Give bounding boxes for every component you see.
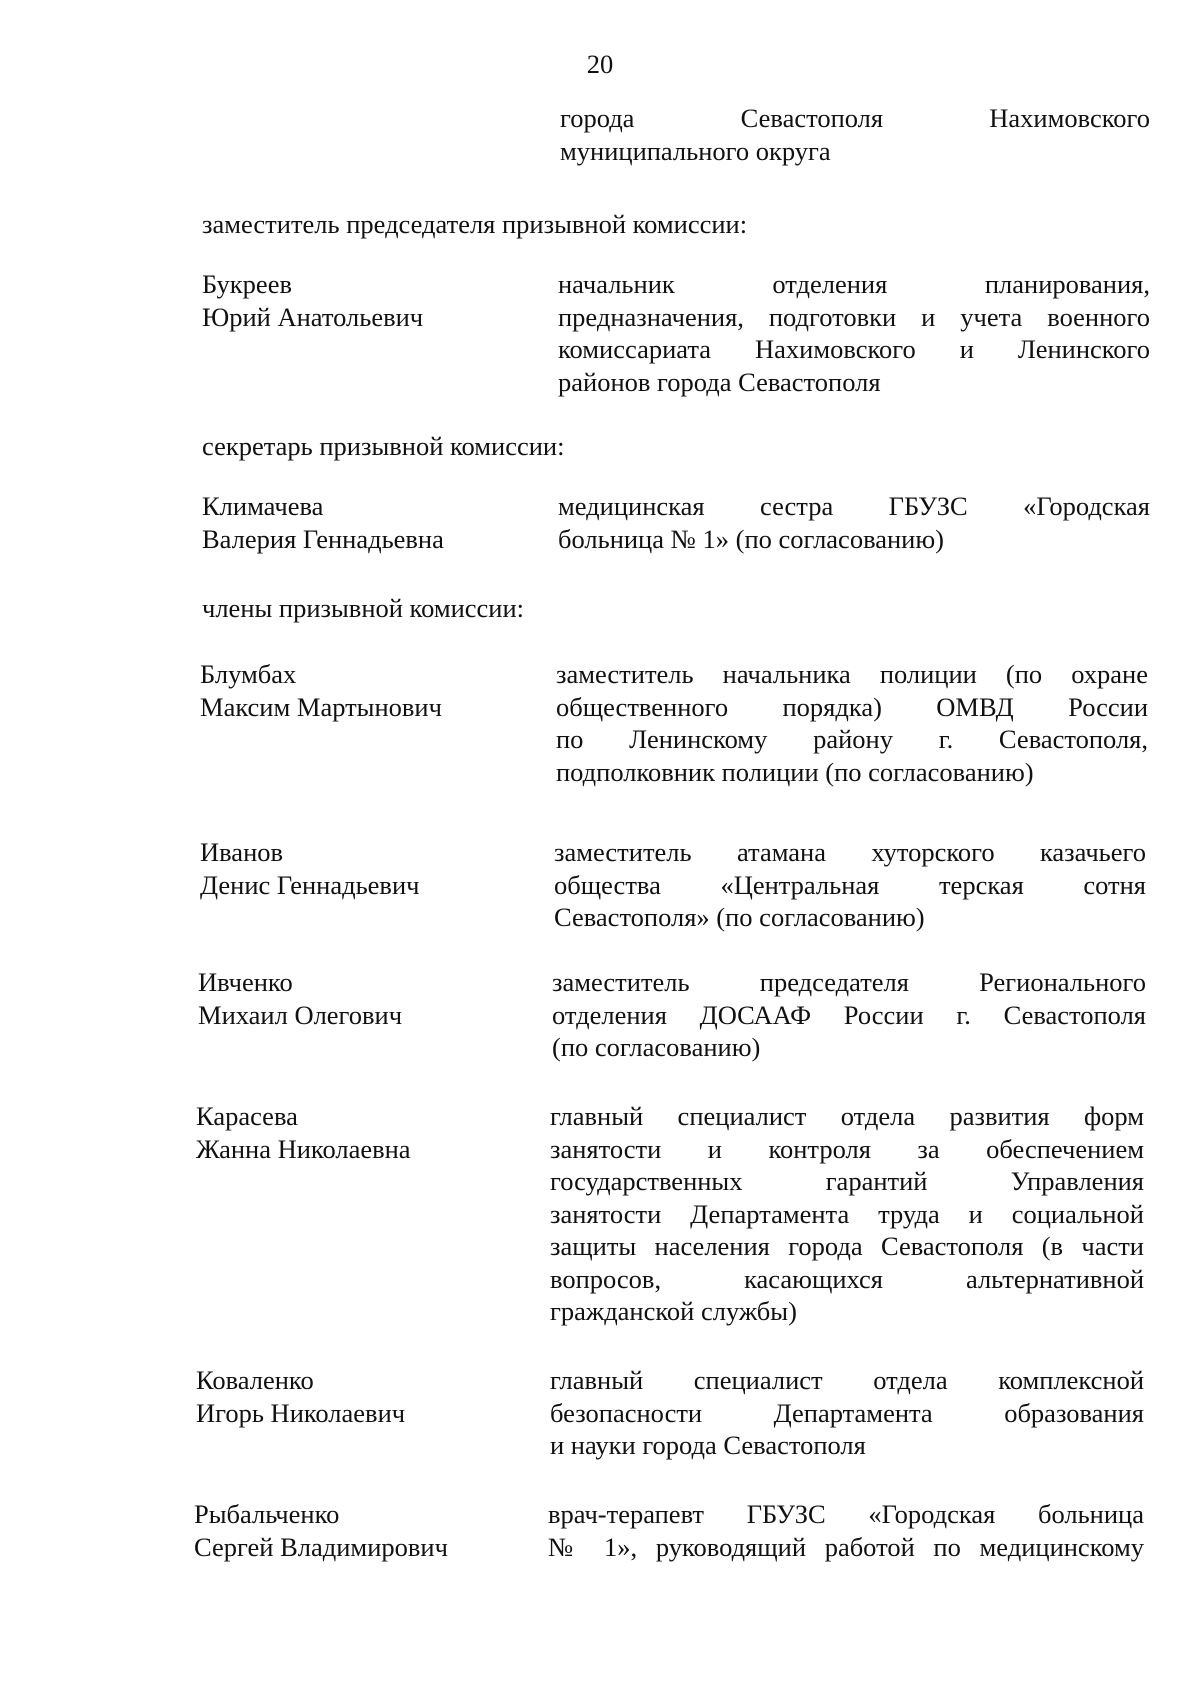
member-name	[202, 268, 423, 333]
intro-line: города Севастополя Нахимовского	[560, 103, 1150, 133]
member-name	[196, 1100, 411, 1165]
secretary-label: секретарь призывной комиссии:	[202, 431, 565, 461]
member-surname: Рыбальченко	[194, 1499, 340, 1529]
members-label: члены призывной комиссии:	[202, 593, 525, 623]
position-line: отделения ДОСААФ России г. Севастополя	[552, 999, 1146, 1030]
member-given-name: Игорь Николаевич	[196, 1397, 406, 1428]
position-line: и науки города Севастополя	[550, 1430, 866, 1460]
position-line: общества «Центральная терская сотня	[554, 869, 1146, 900]
position-line: занятости и контроля за обеспечением	[550, 1133, 1144, 1164]
position-line: Севастополя» (по согласованию)	[554, 902, 925, 932]
position-line: заместитель председателя Регионального	[552, 967, 1146, 997]
position-line: подполковник полиции (по согласованию)	[556, 756, 1034, 787]
member-position	[556, 658, 1148, 788]
member-name	[198, 966, 402, 1031]
position-line: заместитель начальника полиции (по охране	[556, 659, 1148, 689]
position-line: больница № 1» (по согласованию)	[558, 523, 944, 554]
position-line: районов города Севастополя	[558, 366, 881, 397]
member-surname: Иванов	[200, 837, 284, 867]
member-position	[548, 1498, 1144, 1563]
member-surname: Блумбах	[200, 659, 297, 689]
position-line: по Ленинскому району г. Севастополя,	[556, 724, 1148, 754]
member-given-name: Денис Геннадьевич	[200, 869, 420, 900]
position-line: комиссариата Нахимовского и Ленинского	[558, 334, 1150, 364]
member-name	[200, 658, 442, 723]
position-line: медицинская сестра ГБУЗС «Городская	[558, 491, 1150, 521]
member-name	[200, 836, 419, 901]
member-position	[558, 268, 1150, 398]
deputy-chairman-label: заместитель председателя призывной комиссии:	[202, 209, 748, 239]
position-line: гражданской службы)	[550, 1296, 797, 1326]
member-given-name: Сергей Владимирович	[194, 1531, 448, 1562]
position-line: занятости Департамента труда и социальной	[550, 1198, 1144, 1229]
position-line: государственных гарантий Управления	[550, 1166, 1144, 1196]
member-surname: Коваленко	[196, 1365, 314, 1395]
position-line: главный специалист отдела комплексной	[550, 1365, 1144, 1395]
member-given-name: Жанна Николаевна	[196, 1133, 411, 1164]
member-surname: Климачева	[202, 491, 324, 521]
member-position	[558, 490, 1150, 555]
member-position	[552, 966, 1146, 1064]
member-given-name: Юрий Анатольевич	[202, 301, 424, 332]
position-line: главный специалист отдела развития форм	[550, 1101, 1144, 1131]
member-position	[550, 1100, 1144, 1328]
member-given-name: Михаил Олегович	[198, 999, 403, 1030]
member-position	[554, 836, 1146, 934]
member-surname: Букреев	[202, 269, 292, 299]
member-surname: Карасева	[196, 1101, 298, 1131]
member-position	[550, 1364, 1144, 1462]
member-name	[202, 490, 444, 555]
position-line: безопасности Департамента образования	[550, 1397, 1144, 1428]
position-line: начальник отделения планирования,	[558, 269, 1150, 299]
position-line: вопросов, касающихся альтернативной	[550, 1263, 1144, 1294]
position-line: врач-терапевт ГБУЗС «Городская больница	[548, 1499, 1144, 1529]
position-line: № 1», руководящий работой по медицинскому	[548, 1531, 1144, 1562]
member-given-name: Валерия Геннадьевна	[202, 523, 444, 554]
position-line: защиты населения города Севастополя (в части	[550, 1231, 1144, 1261]
position-line: общественного порядка) ОМВД России	[556, 691, 1148, 722]
intro-continuation	[560, 102, 1150, 167]
member-name	[196, 1364, 405, 1429]
member-given-name: Максим Мартынович	[200, 691, 442, 722]
member-name	[194, 1498, 448, 1563]
position-line: заместитель атамана хуторского казачьего	[554, 837, 1146, 867]
member-surname: Ивченко	[198, 967, 293, 997]
position-line: (по согласованию)	[552, 1032, 761, 1062]
position-line: предназначения, подготовки и учета военного	[558, 301, 1150, 332]
intro-line: муниципального округа	[560, 135, 831, 166]
page-number: 20	[586, 49, 614, 79]
